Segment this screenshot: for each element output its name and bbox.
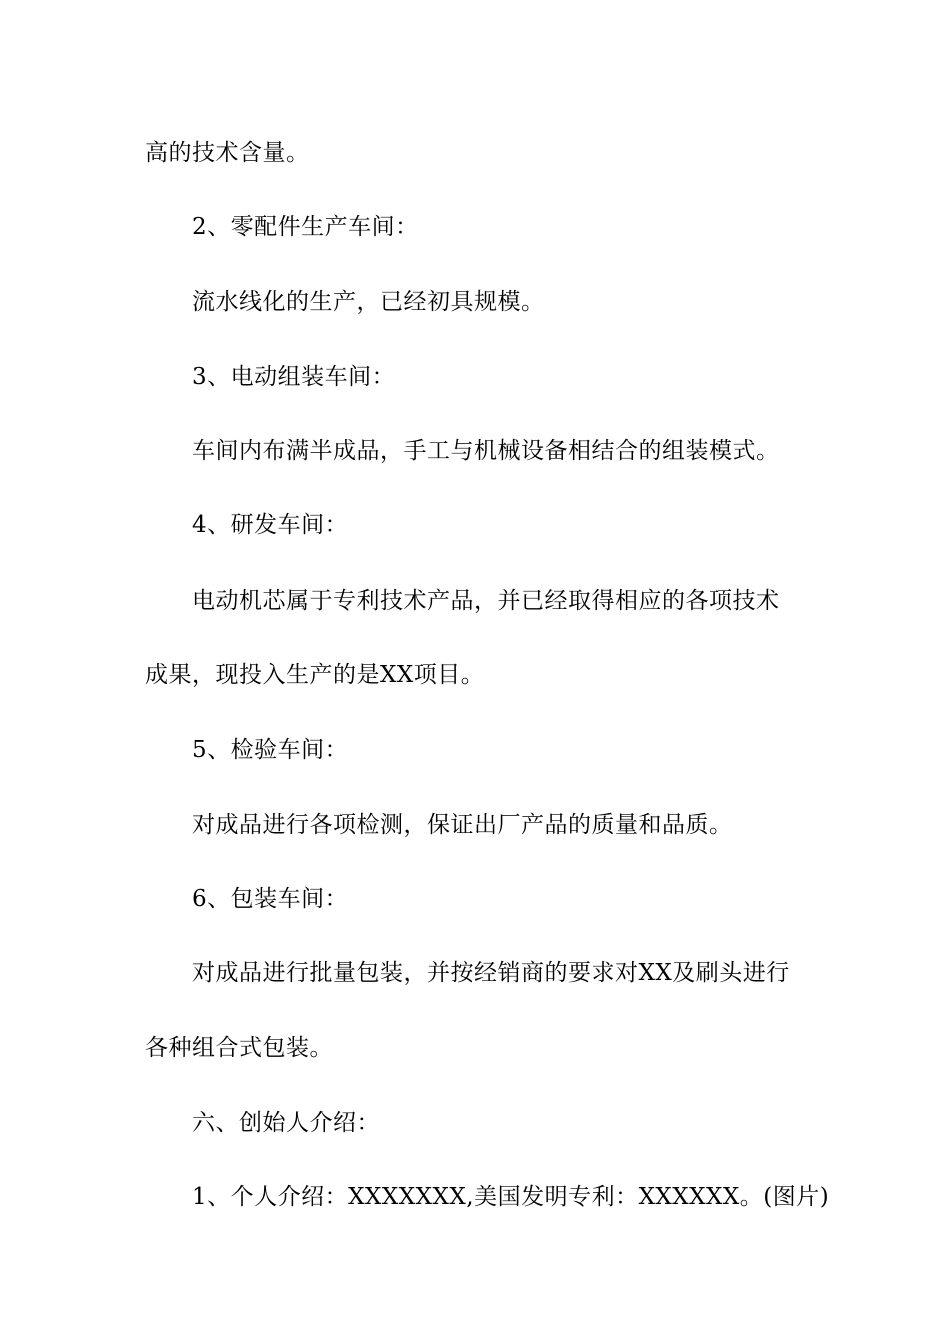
paragraph-rd-workshop-line-1: 电动机芯属于专利技术产品，并已经取得相应的各项技术 — [192, 588, 780, 614]
section-heading-packaging-workshop: 6、包装车间： — [192, 886, 349, 912]
chapter-heading-founder: 六、创始人介绍： — [192, 1110, 380, 1136]
section-heading-parts-workshop: 2、零配件生产车间： — [192, 214, 419, 240]
paragraph-continuation-line: 高的技术含量。 — [145, 140, 310, 166]
section-heading-rd-workshop: 4、研发车间： — [192, 512, 349, 538]
section-heading-inspection-workshop: 5、检验车间： — [192, 737, 349, 763]
paragraph-founder-intro: 1、个人介绍：XXXXXXX,美国发明专利：XXXXXX。(图片) — [192, 1184, 830, 1210]
paragraph-packaging-workshop-line-2: 各种组合式包装。 — [145, 1035, 333, 1061]
paragraph-packaging-workshop-line-1: 对成品进行批量包装，并按经销商的要求对XX及刷头进行 — [192, 960, 790, 986]
section-heading-assembly-workshop: 3、电动组装车间： — [192, 364, 396, 390]
paragraph-assembly-workshop: 车间内布满半成品，手工与机械设备相结合的组装模式。 — [192, 438, 780, 464]
paragraph-inspection-workshop: 对成品进行各项检测，保证出厂产品的质量和品质。 — [192, 812, 733, 838]
paragraph-rd-workshop-line-2: 成果，现投入生产的是XX项目。 — [145, 662, 485, 688]
paragraph-parts-workshop: 流水线化的生产，已经初具规模。 — [192, 289, 545, 315]
